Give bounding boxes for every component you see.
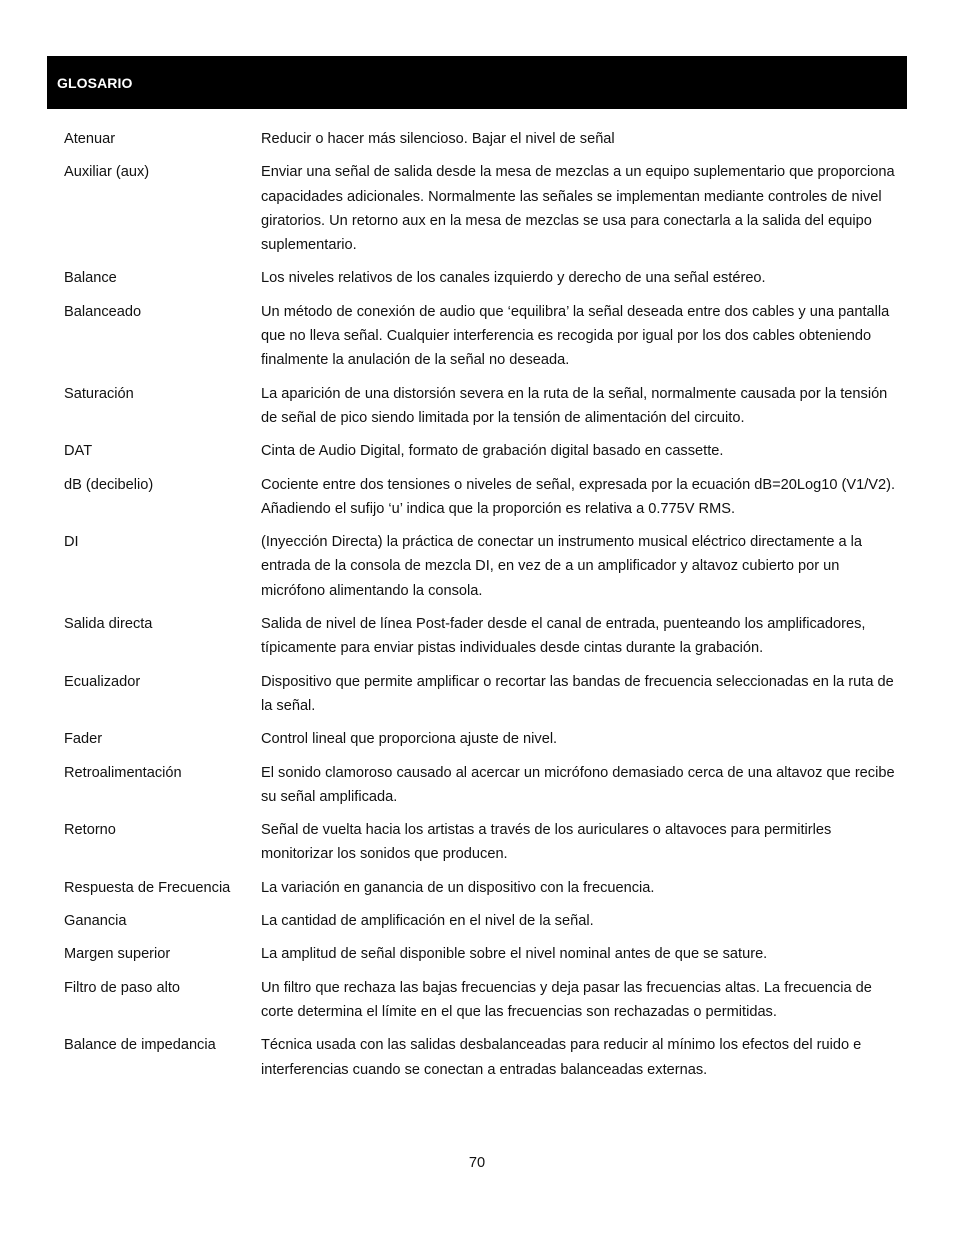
glossary-entry (64, 266, 900, 290)
glossary-entry (64, 909, 900, 933)
glossary-entry (64, 530, 900, 603)
glossary-term: Retroalimentación (64, 764, 182, 781)
glossary-term: Balance de impedancia (64, 1037, 216, 1054)
glossary-term: Saturación (64, 385, 134, 402)
glossary-definition: Dispositivo que permite amplificar o recortar las bandas de frecuencia seleccionadas en la ruta de la señal. (261, 673, 894, 714)
glossary-term: Ganancia (64, 913, 127, 930)
glossary-list (64, 127, 900, 1091)
glossary-term: Fader (64, 731, 103, 748)
glossary-definition: Cinta de Audio Digital, formato de grabación digital basado en cassette. (261, 443, 724, 460)
glossary-term: Balanceado (64, 303, 142, 320)
glossary-term: Retorno (64, 822, 116, 839)
glossary-definition: Un filtro que rechaza las bajas frecuencias y deja pasar las frecuencias altas. La frecuencia de corte determina el límite en el que las frecuencias son rechazadas o permitidas. (261, 979, 872, 1020)
page-number: 70 (468, 1155, 486, 1171)
glossary-term: Atenuar (64, 131, 116, 147)
glossary-definition: El sonido clamoroso causado al acercar un micrófono demasiado cerca de una altavoz que recibe su señal amplificada. (261, 764, 895, 805)
glossary-definition: Reducir o hacer más silencioso. Bajar el nivel de señal (261, 131, 615, 147)
glossary-entry (64, 473, 900, 522)
glossary-definition: Los niveles relativos de los canales izquierdo y derecho de una señal estéreo. (261, 270, 766, 287)
glossary-entry (64, 300, 900, 373)
glossary-definition: Cociente entre dos tensiones o niveles de señal, expresada por la ecuación dB=20Log10 (V1/V2). Añadiendo el sufijo ‘u’ indica que la proporción es relativa a 0.775V RMS. (261, 476, 896, 517)
glossary-term: Salida directa (64, 616, 153, 633)
glossary-definition: Salida de nivel de línea Post-fader desde el canal de entrada, puenteando los amplificadores, típicamente para enviar pistas individuales desde cintas durante la grabación. (261, 616, 866, 657)
glossary-definition: La cantidad de amplificación en el nivel de la señal. (261, 913, 594, 930)
glossary-definition: Un método de conexión de audio que ‘equilibra’ la señal deseada entre dos cables y una pantalla que no lleva señal. Cualquier interferencia es recogida por igual por los dos cables obteniendo finalmente la anulación de la señal no deseada. (261, 303, 890, 369)
glossary-entry (64, 942, 900, 966)
glossary-entry (64, 818, 900, 867)
glossary-definition: La aparición de una distorsión severa en la ruta de la señal, normalmente causada por la tensión de señal de pico siendo limitada por la tensión de alimentación del circuito. (261, 385, 888, 426)
glossary-entry (64, 876, 900, 900)
glossary-entry (64, 1033, 900, 1082)
glossary-definition: Enviar una señal de salida desde la mesa de mezclas a un equipo suplementario que proporciona capacidades adicionales. Normalmente las señales se implementan mediante controles de nivel giratorios. Un retorno aux en la mesa de mezclas se usa para conectarla a la salida del equipo suplementario. (261, 164, 895, 254)
glossary-definition: Control lineal que proporciona ajuste de nivel. (261, 731, 558, 748)
glossary-entry (64, 761, 900, 810)
glossary-definition: La variación en ganancia de un dispositivo con la frecuencia. (261, 879, 655, 896)
glossary-term: Respuesta de Frecuencia (64, 879, 231, 896)
glossary-definition: (Inyección Directa) la práctica de conectar un instrumento musical eléctrico directamente a la entrada de la consola de mezcla DI, en vez de a un amplificador y altavoz cubierto por un micrófono alimentando la consola. (261, 534, 863, 599)
glossary-entry (64, 727, 900, 751)
glossary-entry (64, 612, 900, 661)
glossary-definition: La amplitud de señal disponible sobre el nivel nominal antes de que se sature. (261, 946, 768, 963)
glossary-entry (64, 439, 900, 463)
glossary-term: DI (64, 534, 79, 551)
glossary-term: DAT (64, 443, 93, 460)
glossary-definition: Señal de vuelta hacia los artistas a través de los auriculares o altavoces para permitirles monitorizar los sonidos que producen. (261, 822, 832, 863)
glossary-entry (64, 382, 900, 431)
glossary-term: Ecualizador (64, 673, 141, 690)
glossary-entry (64, 976, 900, 1025)
glossary-term: Balance (64, 270, 117, 287)
glossary-entry (64, 160, 900, 257)
glossary-entry (64, 127, 900, 151)
glossary-header-bar (47, 56, 907, 109)
glossary-term: Auxiliar (aux) (64, 164, 150, 181)
glossary-definition: Técnica usada con las salidas desbalanceadas para reducir al mínimo los efectos del ruido e interferencias cuando se conectan a entradas balanceadas externas. (261, 1037, 862, 1078)
glossary-term: Margen superior (64, 946, 171, 963)
glossary-term: dB (decibelio) (64, 476, 154, 493)
glossary-title: GLOSARIO (57, 75, 133, 91)
glossary-entry (64, 670, 900, 719)
glossary-term: Filtro de paso alto (64, 979, 181, 996)
